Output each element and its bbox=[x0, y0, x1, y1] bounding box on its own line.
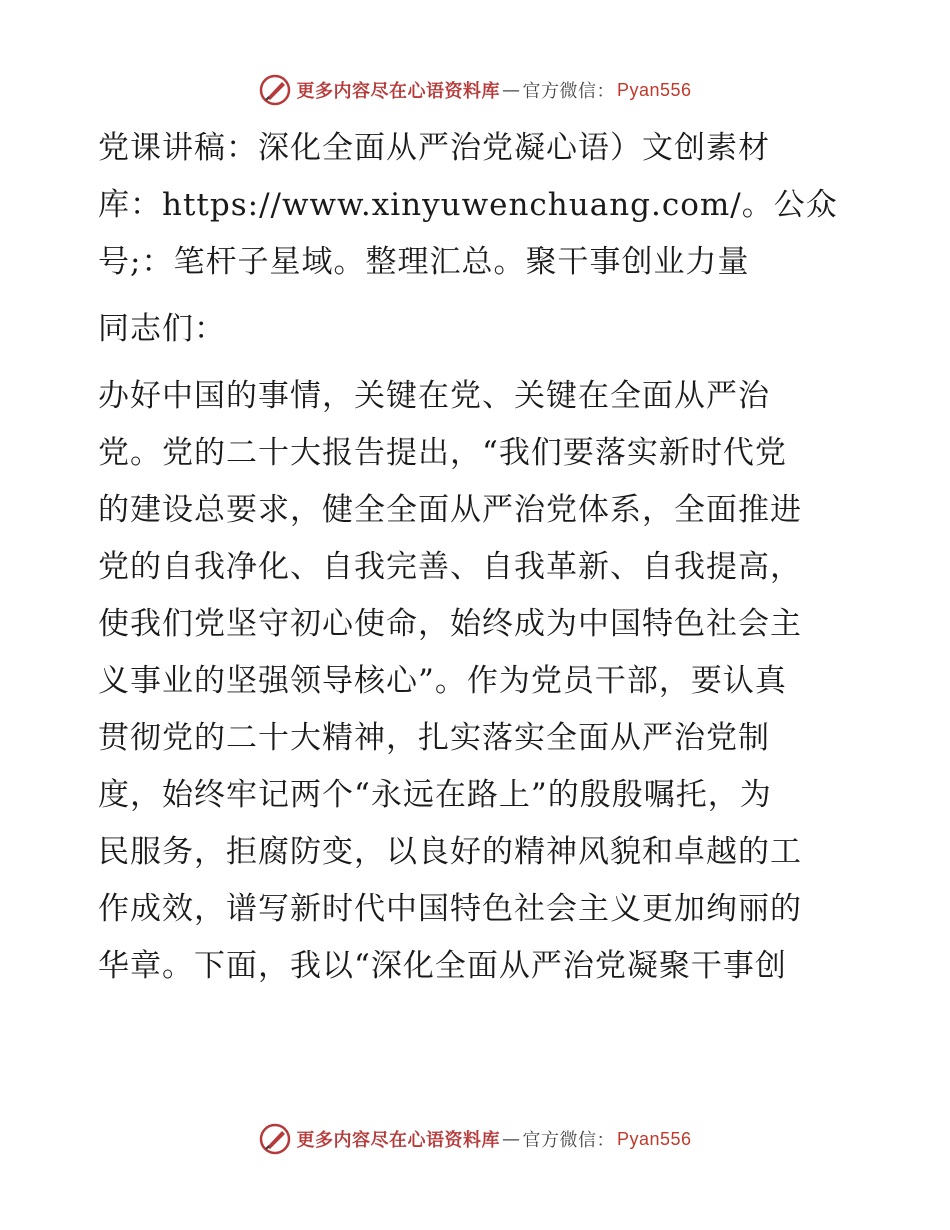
quill-logo-icon bbox=[258, 1122, 292, 1156]
salutation: 同志们： bbox=[98, 311, 226, 347]
paragraph-line: 使我们党坚守初心使命，始终成为中国特色社会主 bbox=[98, 606, 802, 642]
title-line: 库：https://www.xinyuwenchuang.com/。公众 bbox=[98, 187, 838, 223]
paragraph-line: 作成效，谱写新时代中国特色社会主义更加绚丽的 bbox=[98, 891, 802, 927]
wechat-label: 官方微信： bbox=[522, 81, 615, 102]
title-line: 党课讲稿：深化全面从严治党凝心语）文创素材 bbox=[98, 130, 770, 166]
wechat-label: 官方微信： bbox=[522, 1130, 615, 1151]
wechat-id: Pyan556 bbox=[616, 1128, 692, 1149]
paragraph-line: 民服务，拒腐防变，以良好的精神风貌和卓越的工 bbox=[98, 834, 802, 870]
quill-logo-icon bbox=[258, 73, 292, 107]
paragraph-line: 贯彻党的二十大精神，扎实落实全面从严治党制 bbox=[98, 720, 770, 756]
wechat-id: Pyan556 bbox=[616, 79, 692, 100]
paragraph-line: 党。党的二十大报告提出，“我们要落实新时代党 bbox=[98, 435, 787, 471]
banner-dash: — bbox=[501, 79, 521, 101]
paragraph-line: 度，始终牢记两个“永远在路上”的殷殷嘱托，为 bbox=[98, 777, 772, 813]
banner-text: 更多内容尽在心语资料库 bbox=[296, 1130, 500, 1151]
paragraph-line: 义事业的坚强领导核心”。作为党员干部，要认真 bbox=[98, 663, 787, 699]
document-body bbox=[98, 120, 858, 995]
header-banner bbox=[0, 70, 950, 110]
banner-dash: — bbox=[501, 1128, 521, 1150]
banner-text: 更多内容尽在心语资料库 bbox=[296, 81, 500, 102]
title-line: 号;：笔杆子星域。整理汇总。聚干事创业力量 bbox=[98, 244, 750, 280]
paragraph-line: 的建设总要求，健全全面从严治党体系，全面推进 bbox=[98, 492, 802, 528]
paragraph-line: 办好中国的事情，关键在党、关键在全面从严治 bbox=[98, 378, 770, 414]
footer-banner bbox=[0, 1119, 950, 1159]
paragraph-line: 华章。下面，我以“深化全面从严治党凝聚干事创 bbox=[98, 948, 787, 984]
paragraph-line: 党的自我净化、自我完善、自我革新、自我提高， bbox=[98, 549, 802, 585]
